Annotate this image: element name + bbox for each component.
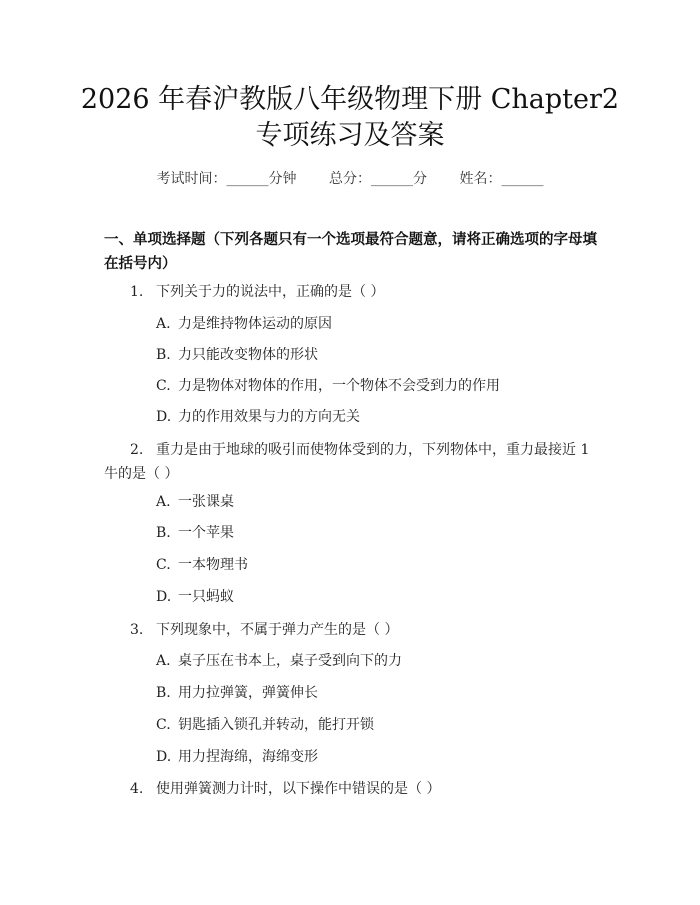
question-2 [104, 438, 604, 486]
option-3a [156, 649, 402, 673]
option-letter: B. [156, 525, 171, 541]
option-text: 钥匙插入锁孔并转动，能打开锁 [178, 717, 374, 733]
exam-info [0, 168, 700, 188]
question-text: 下列现象中，不属于弹力产生的是（ ） [156, 622, 399, 638]
option-3b [156, 681, 318, 705]
option-text: 一个苹果 [178, 525, 234, 541]
option-letter: A. [156, 316, 171, 332]
document-title-line-1: 2026 年春沪教版八年级物理下册 Chapter2 [80, 84, 620, 115]
option-text: 力只能改变物体的形状 [178, 347, 318, 363]
option-1c [156, 374, 500, 398]
option-letter: D. [156, 749, 172, 765]
option-2a [156, 490, 234, 514]
option-letter: D. [156, 589, 172, 605]
document-title-line-2: 专项练习及答案 [255, 120, 445, 151]
question-3 [104, 618, 604, 642]
question-number: 2. [130, 442, 144, 458]
exam-time: 考试时间：______分钟 [156, 171, 297, 187]
option-letter: B. [156, 685, 171, 701]
option-2b [156, 521, 234, 545]
option-text: 力的作用效果与力的方向无关 [178, 409, 360, 425]
option-3d [156, 745, 318, 769]
option-2d [156, 585, 234, 609]
question-text: 重力是由于地球的吸引而使物体受到的力，下列物体中，重力最接近 1 牛的是（ ） [104, 442, 590, 482]
option-text: 力是物体对物体的作用，一个物体不会受到力的作用 [178, 378, 500, 394]
question-1 [104, 280, 604, 304]
option-3c [156, 713, 374, 737]
option-letter: C. [156, 557, 171, 573]
option-letter: B. [156, 347, 171, 363]
option-text: 一张课桌 [178, 494, 234, 510]
exam-name: 姓名：______ [459, 171, 544, 187]
option-letter: C. [156, 717, 171, 733]
option-letter: C. [156, 378, 171, 394]
option-text: 力是维持物体运动的原因 [178, 316, 332, 332]
exam-score: 总分：______分 [329, 171, 427, 187]
option-letter: D. [156, 409, 172, 425]
option-letter: A. [156, 653, 171, 669]
question-text: 使用弹簧测力计时，以下操作中错误的是（ ） [156, 781, 441, 797]
question-number: 4. [130, 781, 144, 797]
option-text: 一只蚂蚁 [178, 589, 234, 605]
option-text: 用力捏海绵，海绵变形 [178, 749, 318, 765]
question-text: 下列关于力的说法中，正确的是（ ） [156, 284, 385, 300]
option-text: 一本物理书 [178, 557, 248, 573]
question-number: 1. [130, 284, 144, 300]
option-letter: A. [156, 494, 171, 510]
option-text: 用力拉弹簧，弹簧伸长 [178, 685, 318, 701]
option-text: 桌子压在书本上，桌子受到向下的力 [178, 653, 402, 669]
option-1b [156, 343, 318, 367]
option-2c [156, 553, 248, 577]
question-number: 3. [130, 622, 144, 638]
section-heading: 一、单项选择题（下列各题只有一个选项最符合题意，请将正确选项的字母填在括号内） [104, 232, 597, 272]
option-1d [156, 405, 360, 429]
question-4 [104, 777, 604, 801]
option-1a [156, 312, 332, 336]
